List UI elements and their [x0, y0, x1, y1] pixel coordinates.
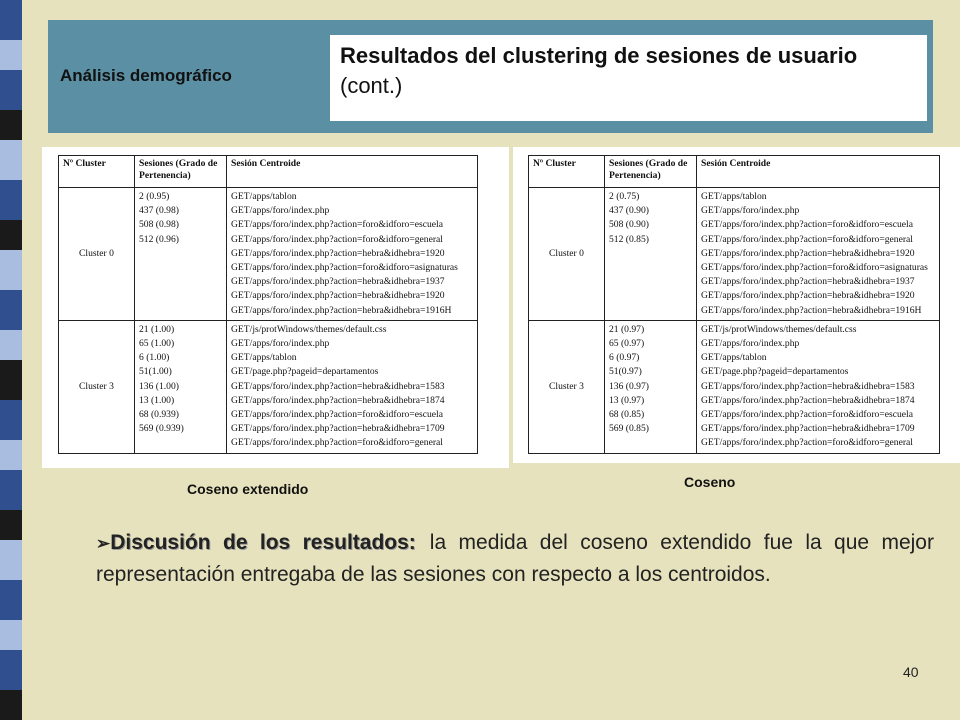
centroid-request: GET/apps/foro/index.php?action=foro&idforo=escuela: [231, 219, 443, 231]
results-table-cosine: [528, 155, 940, 454]
strip-segment: [0, 40, 22, 70]
session-entry: 569 (0.85): [609, 423, 649, 435]
slide-title-main: Resultados del clustering de sesiones de usuario: [340, 43, 858, 68]
cluster-cell: Cluster 0: [59, 188, 135, 321]
centroid-request: GET/apps/foro/index.php?action=hebra&idhebra=1709: [701, 423, 915, 435]
session-entry: 508 (0.98): [139, 219, 179, 231]
centroid-request: GET/apps/foro/index.php?action=hebra&idhebra=1583: [701, 380, 915, 392]
strip-segment: [0, 440, 22, 470]
session-entry: 68 (0.939): [139, 409, 179, 421]
session-entry: 68 (0.85): [609, 409, 645, 421]
centroid-request: GET/apps/tablon: [231, 191, 297, 202]
centroid-request: GET/apps/foro/index.php: [231, 205, 330, 217]
col-header-cluster: Nº Cluster: [59, 156, 135, 188]
strip-segment: [0, 690, 22, 720]
centroid-request: GET/apps/tablon: [701, 191, 767, 202]
centroid-request: GET/apps/foro/index.php?action=foro&idforo=escuela: [231, 409, 443, 421]
centroid-request: GET/apps/foro/index.php?action=foro&idforo=asignaturas: [701, 262, 928, 274]
session-entry: 136 (1.00): [139, 380, 179, 392]
centroid-request: GET/apps/foro/index.php?action=hebra&idhebra=1709: [231, 423, 445, 435]
centroid-request: GET/apps/foro/index.php?action=foro&idforo=escuela: [701, 219, 913, 231]
centroid-request: GET/apps/foro/index.php?action=hebra&idhebra=1874: [701, 394, 915, 406]
session-entry: 2 (0.95): [139, 191, 170, 202]
centroid-request: GET/apps/tablon: [701, 352, 767, 364]
session-entry: 508 (0.90): [609, 219, 649, 231]
centroid-request: GET/apps/foro/index.php?action=hebra&idhebra=1937: [231, 276, 445, 288]
discussion-paragraph: [96, 527, 934, 590]
session-entry: 512 (0.96): [139, 233, 179, 245]
sessions-cell: [605, 320, 697, 453]
centroid-request: GET/apps/foro/index.php: [231, 338, 330, 350]
results-table-extended-cosine: [58, 155, 478, 454]
session-entry: 437 (0.98): [139, 205, 179, 217]
session-entry: 51(1.00): [139, 366, 172, 378]
centroid-request: GET/apps/foro/index.php?action=foro&idforo=general: [701, 437, 913, 449]
centroid-request: GET/apps/foro/index.php: [701, 338, 800, 350]
strip-segment: [0, 250, 22, 290]
strip-segment: [0, 330, 22, 360]
centroid-request: GET/apps/foro/index.php?action=foro&idforo=general: [701, 233, 913, 245]
discussion-heading: Discusión de los resultados:: [110, 531, 416, 554]
centroid-request: GET/js/protWindows/themes/default.css: [231, 323, 387, 335]
centroid-request: GET/apps/foro/index.php?action=foro&idforo=general: [231, 437, 443, 449]
centroid-request: GET/js/protWindows/themes/default.css: [701, 323, 857, 335]
session-entry: 136 (0.97): [609, 380, 649, 392]
centroid-request: GET/page.php?pageid=departamentos: [701, 366, 849, 378]
session-entry: 65 (0.97): [609, 338, 645, 350]
table-row: [529, 188, 940, 321]
session-entry: 6 (1.00): [139, 352, 170, 364]
col-header-cluster: Nº Cluster: [529, 156, 605, 188]
page-number: 40: [903, 664, 919, 680]
col-header-sessions: Sesiones (Grado de Pertenencia): [605, 156, 697, 188]
session-entry: 21 (1.00): [139, 323, 175, 335]
session-entry: 21 (0.97): [609, 323, 645, 335]
strip-segment: [0, 360, 22, 400]
centroid-request: GET/apps/foro/index.php?action=hebra&idhebra=1920: [231, 290, 445, 302]
strip-segment: [0, 510, 22, 540]
centroid-request: GET/apps/foro/index.php?action=hebra&idhebra=1920: [701, 247, 915, 259]
centroid-request: GET/apps/tablon: [231, 352, 297, 364]
centroid-request: GET/apps/foro/index.php?action=foro&idforo=escuela: [701, 409, 913, 421]
col-header-centroid: Sesión Centroide: [697, 156, 940, 188]
cluster-cell: Cluster 3: [529, 320, 605, 453]
cluster-cell: Cluster 0: [529, 188, 605, 321]
centroid-cell: [227, 188, 478, 321]
strip-segment: [0, 650, 22, 690]
session-entry: 13 (0.97): [609, 394, 645, 406]
caption-cosine: Coseno: [684, 474, 736, 490]
slide-title: [330, 35, 927, 121]
strip-segment: [0, 220, 22, 250]
section-label: Análisis demográfico: [60, 66, 232, 85]
strip-segment: [0, 0, 22, 40]
session-entry: 65 (1.00): [139, 338, 175, 350]
col-header-sessions: Sesiones (Grado de Pertenencia): [135, 156, 227, 188]
centroid-cell: [697, 320, 940, 453]
table-row: [59, 188, 478, 321]
strip-segment: [0, 110, 22, 140]
sessions-cell: [605, 188, 697, 321]
table-header-row: [59, 156, 478, 188]
session-entry: 437 (0.90): [609, 205, 649, 217]
centroid-request: GET/apps/foro/index.php?action=hebra&idhebra=1937: [701, 276, 915, 288]
table-body: [59, 188, 478, 454]
table-header-row: [529, 156, 940, 188]
centroid-request: GET/apps/foro/index.php?action=hebra&idhebra=1874: [231, 394, 445, 406]
centroid-cell: [227, 320, 478, 453]
centroid-request: GET/apps/foro/index.php?action=hebra&idhebra=1920: [231, 247, 445, 259]
strip-segment: [0, 290, 22, 330]
cluster-cell: Cluster 3: [59, 320, 135, 453]
session-entry: 2 (0.75): [609, 191, 640, 202]
table-row: [59, 320, 478, 453]
sessions-cell: [135, 320, 227, 453]
bullet-arrow-icon: ➢: [96, 534, 111, 553]
caption-extended-cosine: Coseno extendido: [187, 481, 309, 497]
session-entry: 569 (0.939): [139, 423, 184, 435]
strip-segment: [0, 470, 22, 510]
centroid-request: GET/apps/foro/index.php?action=hebra&idhebra=1920: [701, 290, 915, 302]
table-body: [529, 188, 940, 454]
session-entry: 51(0.97): [609, 366, 642, 378]
discussion-text: la medida del coseno extendido fue la que mejor representación entregaba de las sesiones con respecto a los centroidos.: [96, 531, 934, 586]
centroid-request: GET/apps/foro/index.php?action=foro&idforo=asignaturas: [231, 262, 458, 274]
strip-segment: [0, 400, 22, 440]
session-entry: 13 (1.00): [139, 394, 175, 406]
centroid-request: GET/apps/foro/index.php: [701, 205, 800, 217]
sessions-cell: [135, 188, 227, 321]
centroid-request: GET/apps/foro/index.php?action=foro&idforo=general: [231, 233, 443, 245]
centroid-request: GET/apps/foro/index.php?action=hebra&idhebra=1916H: [231, 304, 452, 316]
strip-segment: [0, 70, 22, 110]
strip-segment: [0, 180, 22, 220]
slide-title-suffix: (cont.): [340, 73, 403, 98]
centroid-request: GET/page.php?pageid=departamentos: [231, 366, 379, 378]
session-entry: 512 (0.85): [609, 233, 649, 245]
table-row: [529, 320, 940, 453]
centroid-request: GET/apps/foro/index.php?action=hebra&idhebra=1583: [231, 380, 445, 392]
centroid-cell: [697, 188, 940, 321]
strip-segment: [0, 140, 22, 180]
left-decorative-strip: [0, 0, 22, 720]
strip-segment: [0, 540, 22, 580]
strip-segment: [0, 580, 22, 620]
col-header-centroid: Sesión Centroide: [227, 156, 478, 188]
centroid-request: GET/apps/foro/index.php?action=hebra&idhebra=1916H: [701, 304, 922, 316]
strip-segment: [0, 620, 22, 650]
session-entry: 6 (0.97): [609, 352, 640, 364]
